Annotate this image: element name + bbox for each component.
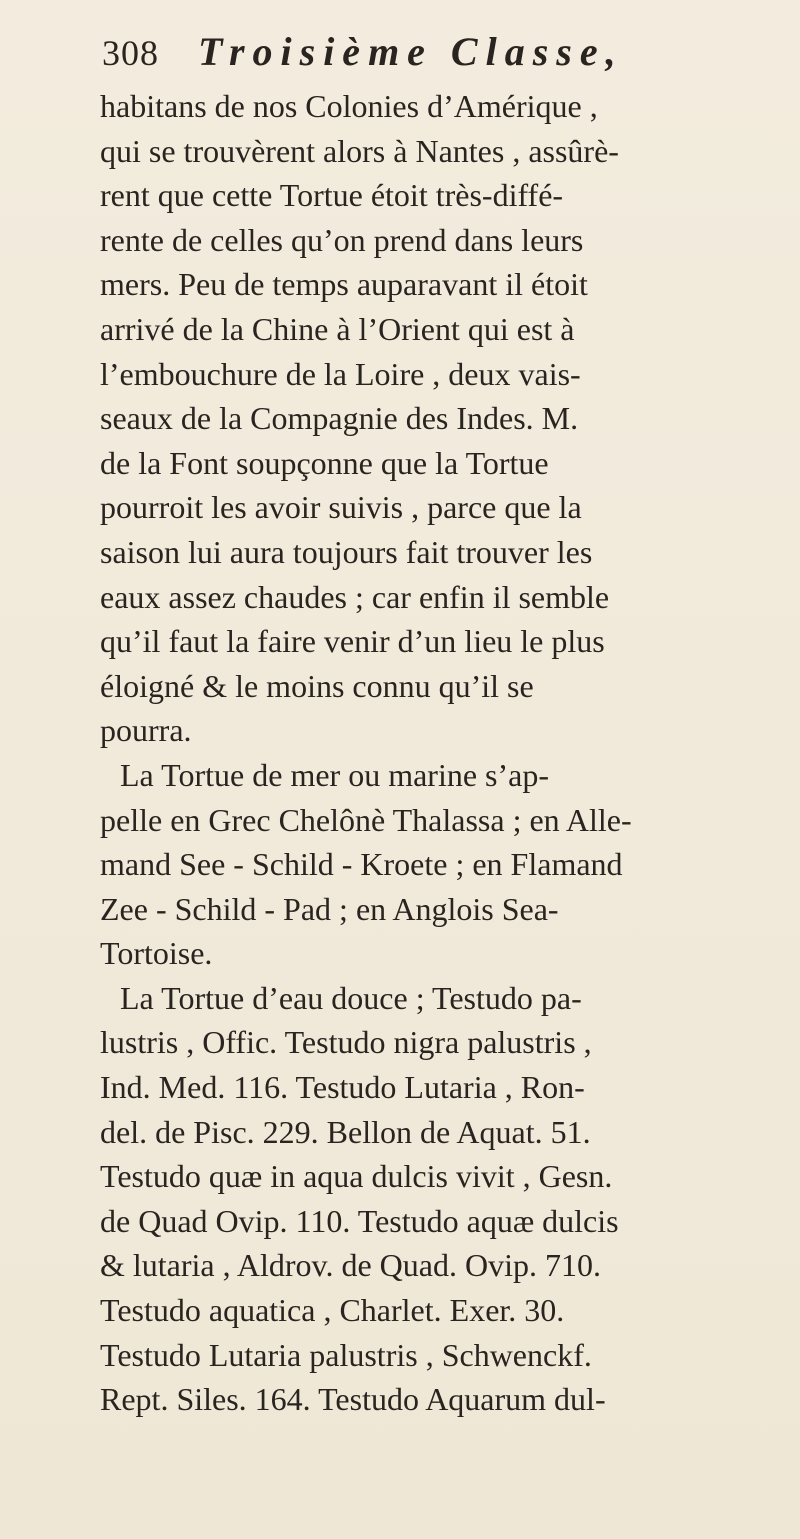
text-line: Tortoise. <box>100 935 213 972</box>
text-line: Testudo Lutaria palustris , Schwenckf. <box>100 1336 592 1373</box>
text-line: pelle en Grec Chelônè Thalassa ; en Alle- <box>100 801 632 838</box>
text-line: pourroit les avoir suivis , parce que la <box>100 489 582 526</box>
text-line: del. de Pisc. 229. Bellon de Aquat. 51. <box>100 1113 591 1150</box>
text-line: & lutaria , Aldrov. de Quad. Ovip. 710. <box>100 1247 601 1284</box>
text-line: mand See - Schild - Kroete ; en Flamand <box>100 846 623 883</box>
text-line: qui se trouvèrent alors à Nantes , assûrè- <box>100 132 619 169</box>
page-number: 308 <box>102 33 159 73</box>
text-line: mers. Peu de temps auparavant il étoit <box>100 266 588 303</box>
page-header <box>100 28 780 84</box>
paragraph-start-line: La Tortue de mer ou marine s’ap- <box>120 756 549 793</box>
text-line: seaux de la Compagnie des Indes. M. <box>100 400 579 437</box>
text-line: Testudo aquatica , Charlet. Exer. 30. <box>100 1292 565 1329</box>
text-line: arrivé de la Chine à l’Orient qui est à <box>100 310 575 347</box>
text-line: saison lui aura toujours fait trouver les <box>100 533 593 570</box>
text-line: Testudo quæ in aqua dulcis vivit , Gesn. <box>100 1158 613 1195</box>
text-line: de la Font soupçonne que la Tortue <box>100 444 549 481</box>
text-line: qu’il faut la faire venir d’un lieu le plus <box>100 623 605 660</box>
text-line: de Quad Ovip. 110. Testudo aquæ dulcis <box>100 1202 619 1239</box>
text-line: éloigné & le moins connu qu’il se <box>100 667 534 704</box>
text-line: lustris , Offic. Testudo nigra palustris , <box>100 1024 592 1061</box>
text-line: Rept. Siles. 164. Testudo Aquarum dul- <box>100 1381 606 1418</box>
text-line: Ind. Med. 116. Testudo Lutaria , Ron- <box>100 1069 585 1106</box>
text-line: rente de celles qu’on prend dans leurs <box>100 221 584 258</box>
text-line: l’embouchure de la Loire , deux vais- <box>100 355 581 392</box>
text-line: rent que cette Tortue étoit très-diffé- <box>100 177 564 214</box>
running-title: Troisième Classe, <box>198 29 624 74</box>
text-line: eaux assez chaudes ; car enfin il semble <box>100 578 610 615</box>
text-line: Zee - Schild - Pad ; en Anglois Sea- <box>100 890 559 927</box>
text-line: habitans de nos Colonies d’Amérique , <box>100 88 598 124</box>
text-line: pourra. <box>100 712 192 749</box>
page-text <box>100 28 780 1422</box>
paragraph-start-line: La Tortue d’eau douce ; Testudo pa- <box>120 979 582 1016</box>
